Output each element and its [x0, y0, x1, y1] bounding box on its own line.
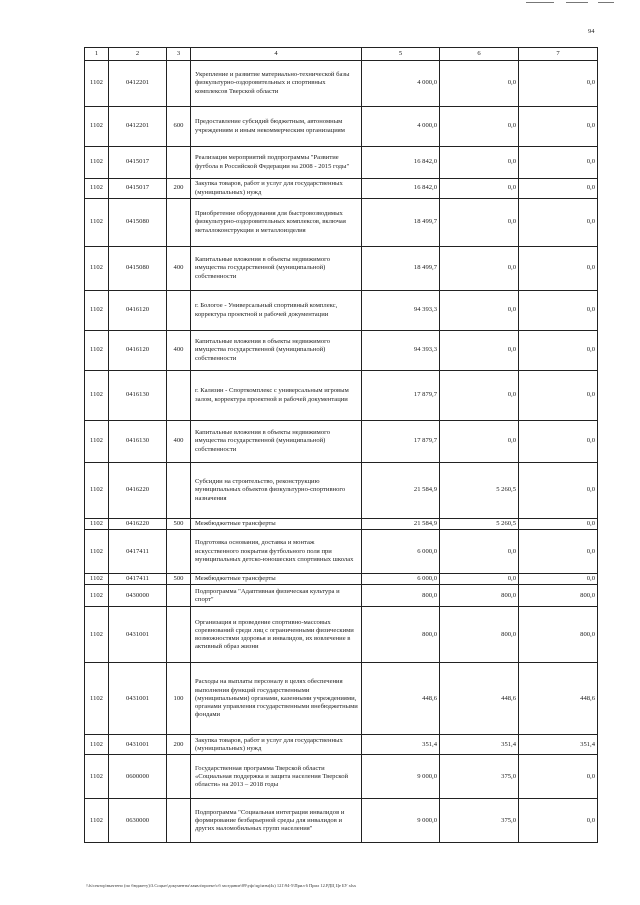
section-code-cell: 1102: [85, 519, 109, 530]
description-cell: Приобретение оборудования для быстровозводимых физкультурно-оздоровительных комплексов, включая металлоконструкции и металлоизделия: [191, 199, 362, 247]
amount-col7-cell: 0,0: [519, 371, 598, 421]
table-row: [85, 147, 598, 179]
description-cell: Подпрограмма "Социальная интеграция инвалидов и формирование безбарьерной среды для инвалидов и других маломобильных групп населения": [191, 799, 362, 843]
header-col-5: 5: [362, 48, 440, 61]
amount-col6-cell: 5 260,5: [440, 463, 519, 519]
expense-type-cell: 200: [167, 735, 191, 755]
amount-col7-cell: 0,0: [519, 421, 598, 463]
top-edge-marks: [526, 0, 616, 4]
expense-type-cell: [167, 755, 191, 799]
description-cell: Организация и проведение спортивно-массовых соревнований среди лиц с ограниченными физическими возможностями здоровья и инвалидов, их вовлечение в активный образ жизни: [191, 607, 362, 663]
section-code-cell: 1102: [85, 331, 109, 371]
amount-col7-cell: 0,0: [519, 519, 598, 530]
amount-col6-cell: 0,0: [440, 530, 519, 574]
amount-col5-cell: 9 000,0: [362, 755, 440, 799]
page-number: 94: [588, 28, 595, 35]
section-code-cell: 1102: [85, 199, 109, 247]
target-article-cell: 0431001: [109, 663, 167, 735]
amount-col6-cell: 0,0: [440, 107, 519, 147]
header-col-3: 3: [167, 48, 191, 61]
target-article-cell: 0416220: [109, 519, 167, 530]
description-cell: Межбюджетные трансферты: [191, 574, 362, 585]
section-code-cell: 1102: [85, 421, 109, 463]
target-article-cell: 0600000: [109, 755, 167, 799]
amount-col7-cell: 0,0: [519, 147, 598, 179]
amount-col5-cell: 351,4: [362, 735, 440, 755]
table-row: [85, 585, 598, 607]
amount-col5-cell: 4 000,0: [362, 107, 440, 147]
target-article-cell: 0415080: [109, 199, 167, 247]
target-article-cell: 0416120: [109, 331, 167, 371]
budget-table: [84, 47, 598, 843]
amount-col5-cell: 448,6: [362, 663, 440, 735]
amount-col7-cell: 448,6: [519, 663, 598, 735]
target-article-cell: 0630000: [109, 799, 167, 843]
table-row: [85, 663, 598, 735]
amount-col5-cell: 94 393,3: [362, 291, 440, 331]
amount-col7-cell: 0,0: [519, 247, 598, 291]
section-code-cell: 1102: [85, 107, 109, 147]
file-path-footer: \\fs\сектор\вычтено (по бюджету)\3.Соцыт\документы\заявл\проект\сб заседание\09\уфс\цр\изм(4s) 121\94-5\Прил 6 Прил 12.РДЦ Це БУ xlsx: [86, 883, 357, 888]
table-row: [85, 735, 598, 755]
description-cell: Подготовка основания, доставка и монтаж искусственного покрытия футбольного поля при муниципальных детско-юношеских спортивных школах: [191, 530, 362, 574]
table-row: [85, 421, 598, 463]
amount-col5-cell: 6 000,0: [362, 574, 440, 585]
expense-type-cell: 100: [167, 663, 191, 735]
amount-col6-cell: 800,0: [440, 585, 519, 607]
section-code-cell: 1102: [85, 530, 109, 574]
amount-col5-cell: 18 499,7: [362, 199, 440, 247]
header-col-7: 7: [519, 48, 598, 61]
amount-col5-cell: 9 000,0: [362, 799, 440, 843]
expense-type-cell: 400: [167, 421, 191, 463]
amount-col6-cell: 0,0: [440, 574, 519, 585]
table-row: [85, 331, 598, 371]
expense-type-cell: [167, 607, 191, 663]
amount-col7-cell: 0,0: [519, 61, 598, 107]
table-row: [85, 463, 598, 519]
amount-col7-cell: 351,4: [519, 735, 598, 755]
section-code-cell: 1102: [85, 291, 109, 331]
amount-col5-cell: 17 879,7: [362, 421, 440, 463]
description-cell: г. Бологое - Универсальный спортивный комплекс, корректура проектной и рабочей документации: [191, 291, 362, 331]
amount-col7-cell: 0,0: [519, 574, 598, 585]
target-article-cell: 0415080: [109, 247, 167, 291]
section-code-cell: 1102: [85, 463, 109, 519]
amount-col6-cell: 375,0: [440, 799, 519, 843]
table-row: [85, 519, 598, 530]
amount-col6-cell: 448,6: [440, 663, 519, 735]
amount-col6-cell: 0,0: [440, 199, 519, 247]
amount-col7-cell: 0,0: [519, 199, 598, 247]
amount-col5-cell: 6 000,0: [362, 530, 440, 574]
expense-type-cell: 500: [167, 574, 191, 585]
target-article-cell: 0417411: [109, 530, 167, 574]
table-row: [85, 371, 598, 421]
description-cell: Государственная программа Тверской области «Социальная поддержка и защита населения Тверской области» на 2013 – 2018 годы: [191, 755, 362, 799]
target-article-cell: 0431001: [109, 735, 167, 755]
section-code-cell: 1102: [85, 755, 109, 799]
amount-col6-cell: 0,0: [440, 179, 519, 199]
description-cell: Капитальные вложения в объекты недвижимого имущества государственной (муниципальной) собственности: [191, 331, 362, 371]
amount-col7-cell: 0,0: [519, 530, 598, 574]
target-article-cell: 0430000: [109, 585, 167, 607]
amount-col7-cell: 0,0: [519, 331, 598, 371]
amount-col5-cell: 94 393,3: [362, 331, 440, 371]
description-cell: Капитальные вложения в объекты недвижимого имущества государственной (муниципальной) собственности: [191, 421, 362, 463]
target-article-cell: 0415017: [109, 147, 167, 179]
target-article-cell: 0417411: [109, 574, 167, 585]
target-article-cell: 0416130: [109, 421, 167, 463]
target-article-cell: 0416220: [109, 463, 167, 519]
amount-col6-cell: 5 260,5: [440, 519, 519, 530]
section-code-cell: 1102: [85, 574, 109, 585]
description-cell: Субсидии на строительство, реконструкцию муниципальных объектов физкультурно-спортивного назначения: [191, 463, 362, 519]
header-col-1: 1: [85, 48, 109, 61]
table-row: [85, 199, 598, 247]
target-article-cell: 0431001: [109, 607, 167, 663]
section-code-cell: 1102: [85, 663, 109, 735]
description-cell: Укрепление и развитие материально-технической базы физкультурно-оздоровительных и спортивных комплексов Тверской области: [191, 61, 362, 107]
section-code-cell: 1102: [85, 799, 109, 843]
amount-col6-cell: 0,0: [440, 331, 519, 371]
target-article-cell: 0416120: [109, 291, 167, 331]
expense-type-cell: [167, 463, 191, 519]
amount-col6-cell: 375,0: [440, 755, 519, 799]
target-article-cell: 0412201: [109, 61, 167, 107]
description-cell: Капитальные вложения в объекты недвижимого имущества государственной (муниципальной) собственности: [191, 247, 362, 291]
header-col-6: 6: [440, 48, 519, 61]
amount-col6-cell: 0,0: [440, 291, 519, 331]
description-cell: Закупка товаров, работ и услуг для государственных (муниципальных) нужд: [191, 735, 362, 755]
section-code-cell: 1102: [85, 61, 109, 107]
amount-col6-cell: 0,0: [440, 421, 519, 463]
table-row: [85, 574, 598, 585]
header-col-2: 2: [109, 48, 167, 61]
amount-col5-cell: 21 584,9: [362, 463, 440, 519]
description-cell: Подпрограмма "Адаптивная физическая культура и спорт": [191, 585, 362, 607]
section-code-cell: 1102: [85, 147, 109, 179]
section-code-cell: 1102: [85, 371, 109, 421]
description-cell: Расходы на выплаты персоналу в целях обеспечения выполнения функций государственными (муниципальными) органами, казенными учреждениями, органами управления государственными внебюджетными фондами: [191, 663, 362, 735]
expense-type-cell: 400: [167, 247, 191, 291]
amount-col6-cell: 0,0: [440, 147, 519, 179]
table-row: [85, 291, 598, 331]
section-code-cell: 1102: [85, 607, 109, 663]
table-row: [85, 607, 598, 663]
target-article-cell: 0416130: [109, 371, 167, 421]
amount-col5-cell: 800,0: [362, 607, 440, 663]
description-cell: Реализация мероприятий подпрограммы "Развитие футбола в Российской Федерации на 2008 - 2015 годы": [191, 147, 362, 179]
section-code-cell: 1102: [85, 179, 109, 199]
target-article-cell: 0412201: [109, 107, 167, 147]
amount-col7-cell: 0,0: [519, 463, 598, 519]
description-cell: Предоставление субсидий бюджетным, автономным учреждениям и иным некоммерческим организациям: [191, 107, 362, 147]
amount-col6-cell: 0,0: [440, 61, 519, 107]
table-row: [85, 799, 598, 843]
amount-col5-cell: 18 499,7: [362, 247, 440, 291]
expense-type-cell: 500: [167, 519, 191, 530]
amount-col5-cell: 21 584,9: [362, 519, 440, 530]
description-cell: Закупка товаров, работ и услуг для государственных (муниципальных) нужд: [191, 179, 362, 199]
table-row: [85, 61, 598, 107]
amount-col6-cell: 800,0: [440, 607, 519, 663]
expense-type-cell: [167, 291, 191, 331]
amount-col6-cell: 0,0: [440, 247, 519, 291]
expense-type-cell: [167, 61, 191, 107]
amount-col5-cell: 800,0: [362, 585, 440, 607]
table-row: [85, 247, 598, 291]
table-row: [85, 179, 598, 199]
description-cell: г. Калязин - Спорткомплекс с универсальным игровым залом, корректура проектной и рабочей документации: [191, 371, 362, 421]
amount-col7-cell: 800,0: [519, 585, 598, 607]
expense-type-cell: [167, 530, 191, 574]
expense-type-cell: [167, 799, 191, 843]
expense-type-cell: [167, 147, 191, 179]
section-code-cell: 1102: [85, 585, 109, 607]
expense-type-cell: 600: [167, 107, 191, 147]
header-row: [85, 48, 598, 61]
expense-type-cell: [167, 585, 191, 607]
table-row: [85, 107, 598, 147]
amount-col7-cell: 800,0: [519, 607, 598, 663]
header-col-4: 4: [191, 48, 362, 61]
amount-col5-cell: 16 842,0: [362, 147, 440, 179]
amount-col6-cell: 351,4: [440, 735, 519, 755]
amount-col6-cell: 0,0: [440, 371, 519, 421]
amount-col5-cell: 4 000,0: [362, 61, 440, 107]
section-code-cell: 1102: [85, 735, 109, 755]
expense-type-cell: [167, 371, 191, 421]
amount-col5-cell: 16 842,0: [362, 179, 440, 199]
table-row: [85, 755, 598, 799]
amount-col5-cell: 17 879,7: [362, 371, 440, 421]
amount-col7-cell: 0,0: [519, 755, 598, 799]
expense-type-cell: 400: [167, 331, 191, 371]
description-cell: Межбюджетные трансферты: [191, 519, 362, 530]
amount-col7-cell: 0,0: [519, 107, 598, 147]
amount-col7-cell: 0,0: [519, 291, 598, 331]
expense-type-cell: [167, 199, 191, 247]
target-article-cell: 0415017: [109, 179, 167, 199]
expense-type-cell: 200: [167, 179, 191, 199]
amount-col7-cell: 0,0: [519, 179, 598, 199]
section-code-cell: 1102: [85, 247, 109, 291]
amount-col7-cell: 0,0: [519, 799, 598, 843]
table-row: [85, 530, 598, 574]
